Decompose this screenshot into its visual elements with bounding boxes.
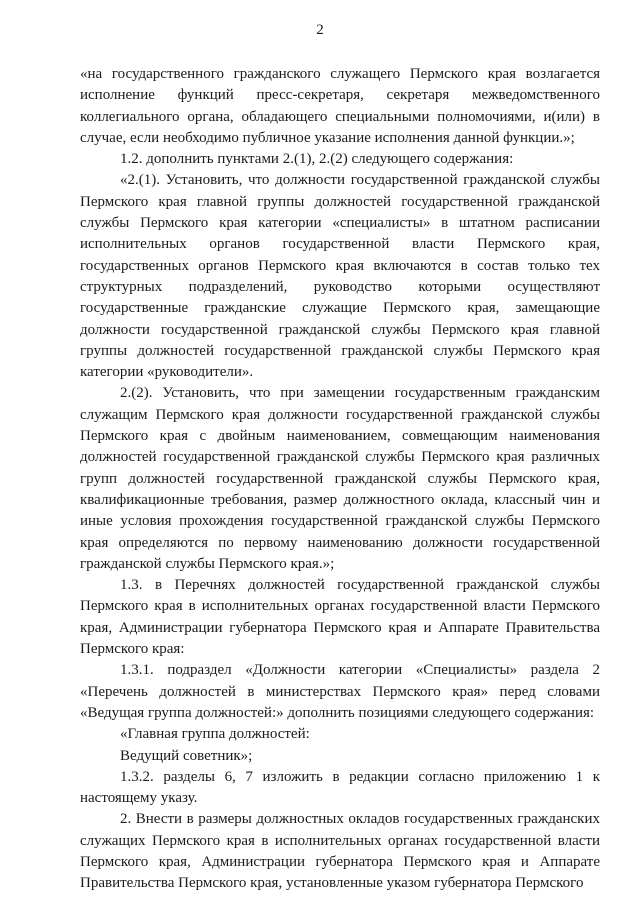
paragraph: «Главная группа должностей: [120, 726, 310, 743]
paragraph: 1.3.1. подраздел «Должности категории «Специалисты» раздела 2 «Перечень должностей в министерствах Пермского края» перед словами «Ведущая группа должностей:» дополнить позициями следующего содержания: [80, 662, 600, 721]
paragraph: 2. Внести в размеры должностных окладов государственных гражданских служащих Пермского края в исполнительных органах государственной власти Пермского края, Администрации губернатора Пермского края и Аппарате Правительства Пермского края, установленные указом губернатора Пермского [80, 811, 600, 892]
paragraph: Ведущий советник»; [120, 747, 253, 764]
paragraph: «2.(1). Установить, что должности государственной гражданской службы Пермского края главной группы должностей государственной гражданской службы Пермского края категории «специалисты» в штатном расписании исполнительных органов государственной власти Пермского края, государственных органов Пермского края включаются в состав только тех структурных подразделений, руководство которыми осуществляют государственные гражданские служащие Пермского края, замещающие должности государственной гражданской службы Пермского края главной группы должностей государственной гражданской службы Пермского края категории «руководители». [80, 172, 600, 381]
paragraph: 1.3.2. разделы 6, 7 изложить в редакции согласно приложению 1 к настоящему указу. [80, 768, 600, 807]
paragraph: 1.3. в Перечнях должностей государственной гражданской службы Пермского края в исполнительных органах государственной власти Пермского края, Администрации губернатора Пермского края и Аппарате Правительства Пермского края: [80, 577, 600, 658]
page-number: 2 [316, 22, 324, 38]
paragraph: 1.2. дополнить пунктами 2.(1), 2.(2) следующего содержания: [120, 151, 514, 168]
document-body [80, 64, 600, 895]
paragraph: 2.(2). Установить, что при замещении государственным гражданским служащим Пермского края должности государственной гражданской службы Пермского края с двойным наименованием, совмещающим наименования должностей государственной гражданской службы Пермского края различных групп должностей государственной гражданской службы Пермского края, квалификационные требования, размер должностного оклада, классный чин и иные условия прохождения государственной гражданской службы Пермского края определяются по первому наименованию должности государственной гражданской службы Пермского края.»; [80, 385, 600, 572]
paragraph: «на государственного гражданского служащего Пермского края возлагается исполнение функций пресс-секретаря, секретаря межведомственного коллегиального органа, обладающего специальными полномочиями, и(или) в случае, если необходимо публичное указание исполнения данной функции.»; [80, 66, 600, 146]
